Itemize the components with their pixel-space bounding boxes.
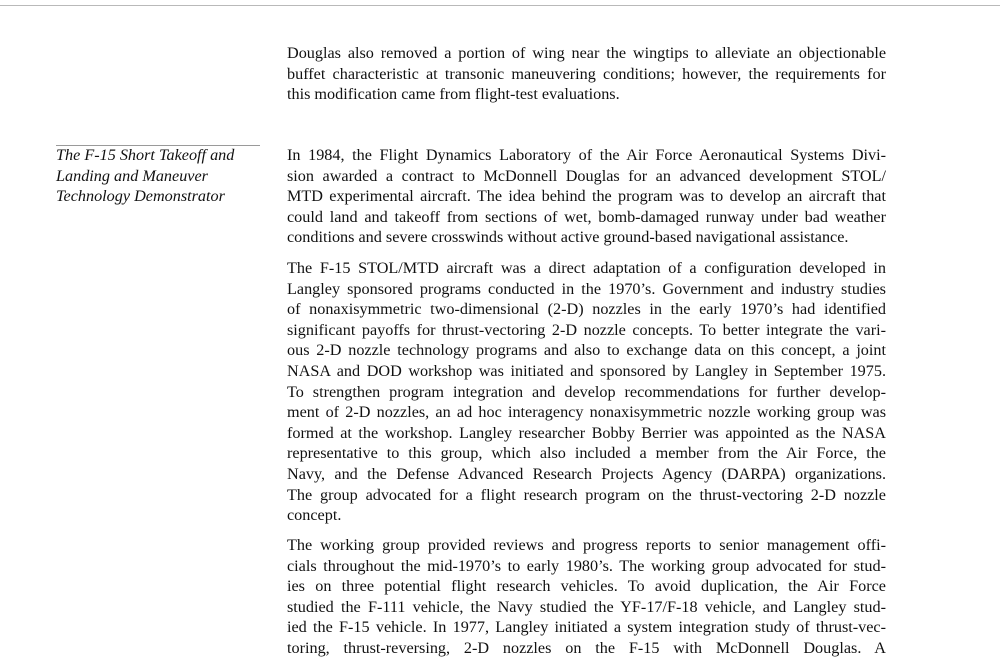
text-line: buffet characteristic at transonic maneuvering conditions; however, the requirements for bbox=[287, 64, 886, 83]
text-line: of nonaxisymmetric two-dimensional (2-D) nozzles in the early 1970’s had identified bbox=[287, 300, 886, 319]
text-line: The F-15 STOL/MTD aircraft was a direct adaptation of a configuration developed in bbox=[287, 259, 886, 277]
text-line: conditions and severe crosswinds without active ground-based navigational assistance. bbox=[287, 228, 849, 247]
text-line: ous 2-D nozzle technology programs and also to exchange data on this concept, a joint bbox=[287, 341, 886, 360]
text-line: To strengthen program integration and develop recommendations for further develop- bbox=[287, 382, 886, 401]
text-line: ies on three potential flight research vehicles. To avoid duplication, the Air Force bbox=[287, 577, 886, 596]
text-line: In 1984, the Flight Dynamics Laboratory of the Air Force Aeronautical Systems Divi- bbox=[287, 146, 886, 164]
text-line: ied the F-15 vehicle. In 1977, Langley initiated a system integration study of thrust-vec- bbox=[287, 618, 886, 637]
text-line: toring, thrust-reversing, 2-D nozzles on the F-15 with McDonnell Douglas. A bbox=[287, 638, 886, 657]
text-line: this modification came from flight-test evaluations. bbox=[287, 85, 620, 104]
text-line: The working group provided reviews and progress reports to senior management offi- bbox=[287, 536, 886, 554]
text-line: Langley sponsored programs conducted in the 1970’s. Government and industry studies bbox=[287, 279, 886, 298]
text-line: NASA and DOD workshop was initiated and sponsored by Langley in September 1975. bbox=[287, 361, 886, 380]
paragraph-working-group bbox=[287, 535, 886, 659]
sidebar-heading-line: Landing and Maneuver bbox=[56, 166, 208, 185]
text-line: The group advocated for a flight research program on the thrust-vectoring 2-D nozzle bbox=[287, 485, 886, 504]
text-line: studied the F-111 vehicle, the Navy studied the YF-17/F-18 vehicle, and Langley stud- bbox=[287, 597, 886, 616]
sidebar-heading-line: Technology Demonstrator bbox=[56, 187, 225, 206]
sidebar-heading bbox=[56, 145, 266, 207]
text-line: representative to this group, which also included a member from the Air Force, the bbox=[287, 444, 886, 463]
text-line: significant payoffs for thrust-vectoring 2-D nozzle concepts. To better integrate the vari- bbox=[287, 320, 886, 339]
text-line: Navy, and the Defense Advanced Research Projects Agency (DARPA) organizations. bbox=[287, 464, 886, 483]
text-line: sion awarded a contract to McDonnell Douglas for an advanced development STOL/ bbox=[287, 166, 886, 185]
text-line: concept. bbox=[287, 506, 342, 525]
top-border bbox=[0, 0, 1000, 6]
paragraph-stol-mtd-contract bbox=[287, 145, 886, 248]
text-line: Douglas also removed a portion of wing near the wingtips to alleviate an objectionable bbox=[287, 44, 886, 62]
sidebar-heading-line: The F-15 Short Takeoff and bbox=[56, 146, 235, 164]
paragraph-wing-modification bbox=[287, 43, 886, 105]
text-line: formed at the workshop. Langley researcher Bobby Berrier was appointed as the NASA bbox=[287, 423, 886, 442]
text-line: ment of 2-D nozzles, an ad hoc interagency nonaxisymmetric nozzle working group was bbox=[287, 403, 886, 422]
text-line: could land and takeoff from sections of wet, bomb-damaged runway under bad weather bbox=[287, 207, 886, 226]
text-line: MTD experimental aircraft. The idea behind the program was to develop an aircraft that bbox=[287, 187, 886, 206]
text-line: cials throughout the mid-1970’s to early 1980’s. The working group advocated for stud- bbox=[287, 556, 886, 575]
paragraph-stol-mtd-adaptation bbox=[287, 258, 886, 526]
